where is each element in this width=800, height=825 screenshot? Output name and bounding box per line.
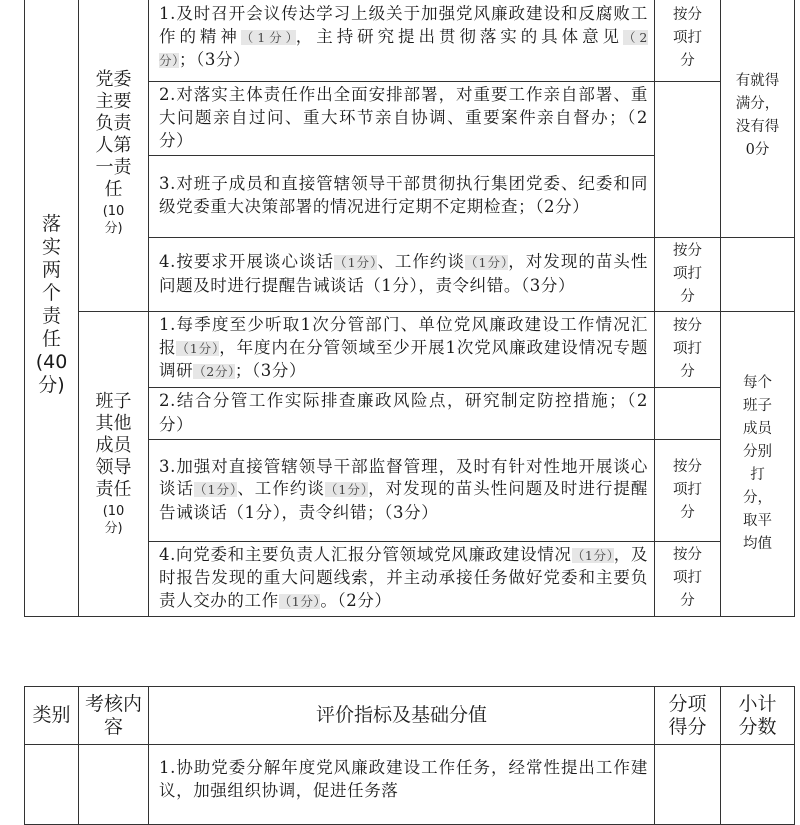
header-item-score: 分项得分 xyxy=(655,687,721,745)
header-indicator: 评价指标及基础分值 xyxy=(149,687,655,745)
header-subtotal: 小计分数 xyxy=(721,687,795,745)
indicator-item: 3.对班子成员和直接管辖领导干部贯彻执行集团党委、纪委和同级党委重大决策部署的情况进行定期不定期检查；（2分） xyxy=(149,155,655,237)
indicator-item: 3.加强对直接管辖领导干部监督管理，及时有针对性地开展谈心谈话（1分）、工作约谈（1分），对发现的苗头性问题及时进行提醒告诫谈话（1分），责令纠错；（3分） xyxy=(149,439,655,541)
group-1-points: (10分) xyxy=(102,203,125,236)
subtotal-empty xyxy=(721,745,795,825)
indicator-item: 1.及时召开会议传达学习上级关于加强党风廉政建设和反腐败工作的精神（1分），主持研究提出贯彻落实的具体意见（2分）；（3分） xyxy=(149,0,655,82)
item-score-method: 按分项打分 xyxy=(655,439,721,541)
category-points: (40分) xyxy=(35,351,68,397)
item-score-method: 按分项打分 xyxy=(655,0,721,82)
group-2-points: (10分) xyxy=(102,503,125,536)
group-1-label: 党委主要负责人第一责任 xyxy=(95,68,132,200)
item-score-method: 按分项打分 xyxy=(655,311,721,387)
group-2-cell xyxy=(79,311,149,616)
header-category: 类别 xyxy=(25,687,79,745)
indicator-item: 4.向党委和主要负责人汇报分管领域党风廉政建设情况（1分），及时报告发现的重大问题线索，并主动承接任务做好党委和主要负责人交办的工作（1分）。（2分） xyxy=(149,541,655,616)
empty-note-cell xyxy=(721,237,795,311)
evaluation-table-top xyxy=(24,0,795,617)
item-score-method: 按分项打分 xyxy=(655,541,721,616)
item-score-empty xyxy=(655,745,721,825)
group-1-note: 有就得满分，没有得0分 xyxy=(721,0,795,237)
evaluation-table-bottom xyxy=(24,686,795,825)
category-label: 落实两个责任 xyxy=(41,213,61,351)
indicator-item: 1.协助党委分解年度党风廉政建设工作任务，经常性提出工作建议，加强组织协调，促进任务落 xyxy=(149,745,655,825)
item-score-empty xyxy=(655,387,721,439)
header-content: 考核内容 xyxy=(79,687,149,745)
content-cell-empty xyxy=(79,745,149,825)
group-2-label: 班子其他成员领导责任 xyxy=(95,390,132,500)
category-cell xyxy=(25,0,79,616)
item-score-empty xyxy=(655,82,721,238)
category-cell-empty xyxy=(25,745,79,825)
indicator-item: 2.对落实主体责任作出全面安排部署，对重要工作亲自部署、重大问题亲自过问、重大环节亲自协调、重要案件亲自督办；（2分） xyxy=(149,82,655,156)
group-2-note: 每个班子成员分别打分，取平均值 xyxy=(721,311,795,616)
indicator-item: 1.每季度至少听取1次分管部门、单位党风廉政建设工作情况汇报（1分），年度内在分管领域至少开展1次党风廉政建设情况专题调研（2分）；（3分） xyxy=(149,311,655,387)
group-1-cell xyxy=(79,0,149,311)
indicator-item: 4.按要求开展谈心谈话（1分）、工作约谈（1分），对发现的苗头性问题及时进行提醒告诫谈话（1分），责令纠错。（3分） xyxy=(149,237,655,311)
item-score-method: 按分项打分 xyxy=(655,237,721,311)
indicator-item: 2.结合分管工作实际排查廉政风险点，研究制定防控措施；（2分） xyxy=(149,387,655,439)
